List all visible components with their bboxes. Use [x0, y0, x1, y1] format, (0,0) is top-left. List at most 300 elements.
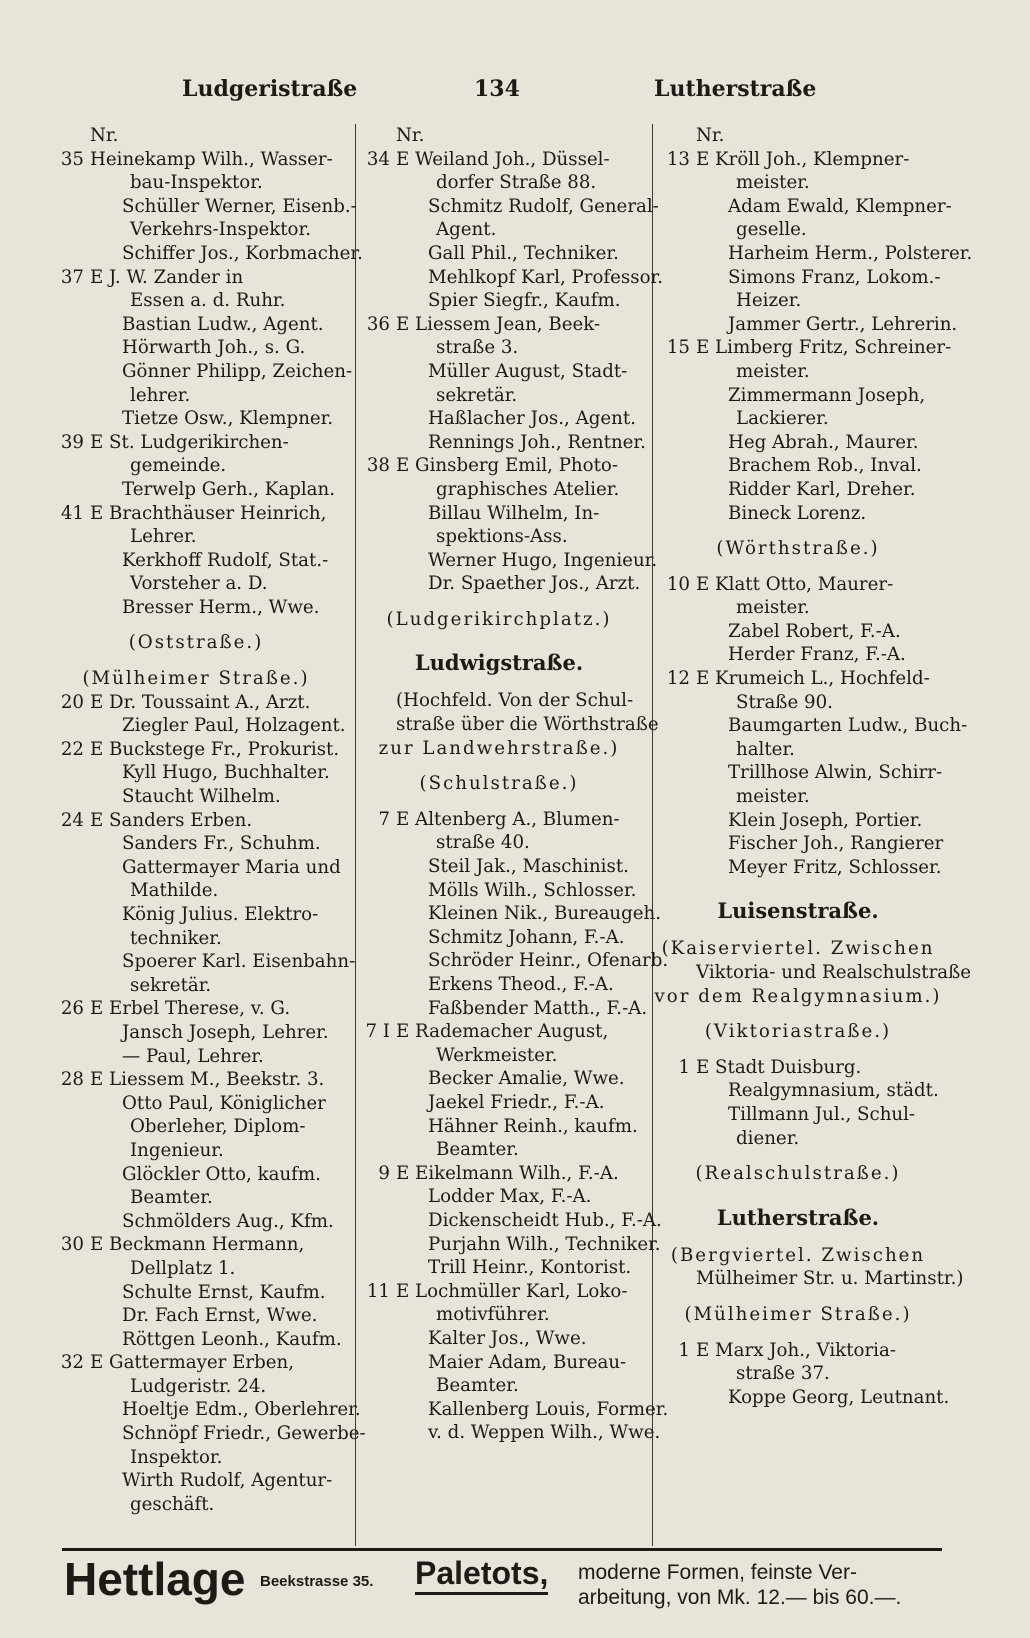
- house-number: [46, 1281, 90, 1305]
- house-number: 37: [60, 266, 84, 288]
- house-number: [46, 1422, 90, 1446]
- directory-entry: [652, 691, 944, 715]
- directory-entry: [46, 1139, 346, 1163]
- directory-entry: [352, 218, 646, 242]
- house-number: [652, 691, 696, 715]
- directory-entry: [352, 902, 662, 926]
- directory-entry: [352, 1421, 661, 1445]
- house-number: 35: [60, 148, 84, 170]
- entry-text: Vorsteher a. D.: [130, 573, 268, 595]
- directory-entry: [46, 431, 346, 455]
- house-number: [352, 1115, 396, 1139]
- entry-text: E Buckstege Fr., Prokurist.: [90, 738, 340, 760]
- house-number: [652, 832, 696, 856]
- directory-entry: [46, 1210, 346, 1234]
- house-number: [46, 1257, 90, 1281]
- house-number: [46, 856, 90, 880]
- entry-text: Schmölders Aug., Kfm.: [122, 1210, 334, 1232]
- house-number: [46, 761, 90, 785]
- directory-entry: [46, 1422, 366, 1446]
- house-number: [46, 384, 90, 408]
- entry-text: Werkmeister.: [436, 1044, 558, 1066]
- directory-entry: [352, 1327, 646, 1351]
- entry-text: E Sanders Erben.: [90, 809, 253, 831]
- house-number: [352, 360, 396, 384]
- spacer: [352, 631, 646, 643]
- entry-text: Adam Ewald, Klempner-: [728, 195, 952, 217]
- directory-entry: [46, 1328, 346, 1352]
- house-number: 10: [666, 573, 690, 595]
- house-number: 7 I: [365, 1021, 390, 1043]
- directory-entry: [46, 785, 346, 809]
- directory-entry: [652, 856, 944, 880]
- entry-text: meister.: [736, 172, 810, 194]
- directory-entry: [46, 1045, 346, 1069]
- entry-text: E Kröll Joh., Klempner-: [696, 148, 910, 170]
- directory-entry: [352, 689, 646, 713]
- house-number: [652, 407, 696, 431]
- entry-text: Oberleher, Diplom-: [130, 1116, 306, 1138]
- house-number: [46, 1493, 90, 1517]
- house-number: 7: [378, 808, 390, 830]
- house-number: [652, 454, 696, 478]
- house-number: [652, 1103, 696, 1127]
- entry-text: Tietze Osw., Klempner.: [122, 408, 334, 430]
- entry-text: Nr.: [90, 125, 119, 146]
- entry-text: E Klatt Otto, Maurer-: [696, 573, 894, 595]
- directory-entry: [352, 1020, 646, 1044]
- house-number: 30: [60, 1234, 84, 1256]
- footer-rule: [62, 1548, 942, 1551]
- street-title: [352, 651, 646, 677]
- spacer: [652, 1186, 944, 1198]
- house-number: [352, 242, 396, 266]
- house-number: [652, 785, 696, 809]
- entry-text: motivführer.: [436, 1304, 550, 1326]
- directory-entry: [352, 949, 669, 973]
- house-number: [352, 1209, 396, 1233]
- house-number: [652, 1079, 696, 1103]
- entry-text: Inspektor.: [130, 1446, 223, 1468]
- directory-entry: [46, 360, 353, 384]
- entry-text: Klein Joseph, Portier.: [728, 809, 923, 831]
- house-number: [46, 218, 90, 242]
- cross-street: [652, 1162, 944, 1186]
- directory-entry: [352, 313, 646, 337]
- entry-text: Mölls Wilh., Schlosser.: [428, 879, 637, 901]
- house-number: [352, 1138, 396, 1162]
- entry-text: Staucht Wilhelm.: [122, 786, 281, 808]
- directory-entry: [46, 1446, 346, 1470]
- directory-entry: [352, 997, 646, 1021]
- directory-entry: [352, 879, 646, 903]
- directory-entry: [46, 1375, 346, 1399]
- house-number: [352, 949, 396, 973]
- directory-entry: [46, 572, 346, 596]
- entry-text: sekretär.: [436, 384, 518, 406]
- entry-text: E Stadt Duisburg.: [696, 1056, 862, 1078]
- house-number: [352, 289, 396, 313]
- entry-text: Dr. Spaether Jos., Arzt.: [428, 573, 641, 595]
- house-number: [652, 266, 696, 290]
- house-number: [652, 620, 696, 644]
- directory-entry: [46, 856, 346, 880]
- house-number: [46, 1469, 90, 1493]
- directory-entry: [352, 808, 646, 832]
- directory-entry: [652, 218, 944, 242]
- entry-text: Ludgeristr. 24.: [130, 1375, 267, 1397]
- entry-text: meister.: [736, 360, 810, 382]
- directory-entry: [652, 1103, 944, 1127]
- entry-text: (Viktoriastraße.): [704, 1021, 892, 1043]
- house-number: [652, 384, 696, 408]
- directory-entry: [352, 1303, 646, 1327]
- house-number: [46, 903, 90, 927]
- entry-text: Mathilde.: [130, 880, 219, 902]
- entry-text: E Eikelmann Wilh., F.-A.: [396, 1162, 619, 1184]
- directory-entry: [352, 454, 646, 478]
- entry-text: E St. Ludgerikirchen-: [90, 431, 289, 453]
- house-number: [652, 596, 696, 620]
- directory-entry: [652, 289, 944, 313]
- entry-text: Kleinen Nik., Bureaugeh.: [428, 903, 662, 925]
- house-number: [46, 927, 90, 951]
- directory-entry: [46, 761, 346, 785]
- entry-text: straße 3.: [436, 337, 519, 359]
- directory-entry: [352, 478, 646, 502]
- directory-entry: [46, 454, 346, 478]
- house-number: [352, 1421, 396, 1445]
- directory-entry: [352, 1256, 646, 1280]
- directory-entry: [652, 148, 944, 172]
- directory-entry: [46, 313, 346, 337]
- entry-text: Lutherstraße.: [716, 1204, 880, 1230]
- entry-text: E Lochmüller Karl, Loko-: [396, 1280, 628, 1302]
- directory-entry: [652, 596, 944, 620]
- entry-text: Schröder Heinr., Ofenarb.: [428, 950, 669, 972]
- entry-text: Kalter Jos., Wwe.: [428, 1327, 587, 1349]
- house-number: [46, 171, 90, 195]
- house-number: [46, 1398, 90, 1422]
- house-number: 9: [378, 1162, 390, 1184]
- spacer: [652, 1044, 944, 1056]
- entry-text: Essen a. d. Ruhr.: [130, 290, 286, 312]
- entry-text: Lodder Max, F.-A.: [428, 1186, 592, 1208]
- entry-text: — Paul, Lehrer.: [122, 1045, 264, 1067]
- entry-text: Kerkhoff Rudolf, Stat.-: [122, 549, 329, 571]
- directory-entry: [352, 572, 646, 596]
- entry-text: Spier Siegfr., Kaufm.: [428, 290, 621, 312]
- entry-text: Beamter.: [436, 1375, 519, 1397]
- house-number: [352, 1374, 396, 1398]
- cross-street: [46, 631, 346, 655]
- directory-entry: [46, 1398, 361, 1422]
- house-number: [46, 360, 90, 384]
- directory-entry: [352, 407, 646, 431]
- house-number: [652, 1386, 696, 1410]
- entry-text: Schüller Werner, Eisenb.-: [122, 195, 357, 217]
- entry-text: Schnöpf Friedr., Gewerbe-: [122, 1423, 366, 1445]
- entry-text: Terwelp Gerh., Kaplan.: [122, 478, 336, 500]
- house-number: [352, 1327, 396, 1351]
- entry-text: Mülheimer Str. u. Martinstr.): [696, 1268, 964, 1290]
- house-number: [46, 1092, 90, 1116]
- house-number: [652, 478, 696, 502]
- header-left-street: Ludgeristraße: [182, 76, 358, 102]
- directory-entry: [352, 1044, 646, 1068]
- entry-text: Luisenstraße.: [717, 898, 879, 924]
- directory-entry: [352, 195, 659, 219]
- spacer: [352, 796, 646, 808]
- entry-text: E Marx Joh., Viktoria-: [696, 1339, 896, 1361]
- entry-text: Jammer Gertr., Lehrerin.: [728, 313, 958, 335]
- entry-text: Faßbender Matth., F.-A.: [428, 997, 648, 1019]
- directory-entry: [652, 785, 944, 809]
- entry-text: Erkens Theod., F.-A.: [428, 974, 614, 995]
- directory-entry: [652, 761, 944, 785]
- house-number: [652, 431, 696, 455]
- entry-text: Bresser Herm., Wwe.: [122, 596, 320, 618]
- house-number: [352, 336, 396, 360]
- directory-entry: [352, 502, 646, 526]
- house-number: [352, 384, 396, 408]
- ad-text-line: arbeitung, von Mk. 12.— bis 60.—.: [578, 1586, 902, 1609]
- entry-text: Meyer Fritz, Schlosser.: [728, 856, 942, 878]
- house-number: [352, 1067, 396, 1091]
- entry-text: Jaekel Friedr., F.-A.: [428, 1091, 605, 1113]
- entry-text: Nr.: [696, 125, 725, 146]
- entry-text: diener.: [736, 1127, 800, 1149]
- entry-text: Beamter.: [130, 1187, 213, 1209]
- directory-entry: [46, 950, 356, 974]
- directory-entry: [46, 927, 346, 951]
- entry-text: (Schulstraße.): [419, 773, 579, 795]
- house-number: [352, 502, 396, 526]
- directory-entry: [652, 667, 944, 691]
- spacer: [352, 760, 646, 772]
- entry-text: (Realschulstraße.): [695, 1163, 901, 1185]
- directory-entry: [352, 713, 659, 737]
- entry-text: E Ginsberg Emil, Photo-: [396, 455, 618, 477]
- directory-entry: [352, 973, 646, 997]
- entry-text: (Wörthstraße.): [716, 538, 880, 560]
- entry-text: Bineck Lorenz.: [728, 502, 867, 524]
- house-number: [352, 478, 396, 502]
- entry-text: bau-Inspektor.: [130, 172, 263, 194]
- directory-entry: [46, 596, 346, 620]
- house-number: [46, 572, 90, 596]
- entry-text: meister.: [736, 597, 810, 619]
- entry-text: Lehrer.: [130, 526, 197, 548]
- spacer: [352, 677, 646, 689]
- entry-text: E Rademacher August,: [396, 1021, 609, 1043]
- house-number: 1: [678, 1056, 690, 1078]
- entry-text: König Julius. Elektro-: [122, 904, 319, 925]
- entry-text: techniker.: [130, 927, 222, 949]
- entry-text: Brachem Rob., Inval.: [728, 455, 922, 477]
- entry-text: Heg Abrah., Maurer.: [728, 431, 919, 453]
- entry-text: Heizer.: [736, 290, 802, 312]
- house-number: [652, 289, 696, 313]
- directory-entry: [352, 384, 646, 408]
- house-number: [352, 1233, 396, 1257]
- house-number: [46, 1446, 90, 1470]
- entry-text: Trillhose Alwin, Schirr-: [728, 762, 943, 784]
- entry-text: Trill Heinr., Kontorist.: [428, 1257, 632, 1279]
- house-number: [46, 549, 90, 573]
- house-number: [652, 218, 696, 242]
- entry-text: Otto Paul, Königlicher: [122, 1092, 326, 1114]
- cross-street: [46, 667, 346, 691]
- directory-entry: [46, 549, 346, 573]
- directory-entry: [46, 1351, 346, 1375]
- entry-text: Jansch Joseph, Lehrer.: [122, 1021, 329, 1043]
- street-title: [652, 1206, 944, 1232]
- house-number: [46, 596, 90, 620]
- house-number: [46, 1186, 90, 1210]
- house-number: [652, 714, 696, 738]
- directory-entry: [652, 195, 952, 219]
- house-number: [46, 974, 90, 998]
- entry-text: straße über die Wörthstraße: [396, 714, 659, 736]
- entry-text: Agent.: [436, 219, 497, 241]
- directory-entry: [652, 478, 944, 502]
- spacer: [652, 525, 944, 537]
- directory-entry: [352, 431, 646, 455]
- house-number: [352, 855, 396, 879]
- header-right-street: Lutherstraße: [654, 76, 817, 102]
- house-number: [352, 1256, 396, 1280]
- entry-text: E Dr. Toussaint A., Arzt.: [90, 691, 311, 713]
- entry-text: Glöckler Otto, kaufm.: [122, 1163, 321, 1185]
- entry-text: Haßlacher Jos., Agent.: [428, 408, 636, 430]
- directory-entry: [46, 1092, 346, 1116]
- house-number: [652, 195, 696, 219]
- directory-entry: [352, 336, 646, 360]
- directory-entry: [652, 573, 944, 597]
- directory-entry: [652, 502, 944, 526]
- house-number: [652, 1127, 696, 1151]
- directory-entry: [652, 171, 944, 195]
- directory-entry: [46, 1115, 346, 1139]
- house-number: [46, 879, 90, 903]
- directory-entry: [652, 961, 972, 985]
- directory-entry: [352, 289, 646, 313]
- house-number: 28: [60, 1069, 84, 1091]
- entry-text: Fischer Joh., Rangierer: [728, 833, 944, 855]
- spacer: [652, 561, 944, 573]
- entry-text: Koppe Georg, Leutnant.: [728, 1386, 950, 1408]
- entry-text: meister.: [736, 786, 810, 808]
- house-number: 39: [60, 431, 84, 453]
- house-number: [46, 1210, 90, 1234]
- entry-text: halter.: [736, 738, 795, 760]
- directory-entry: [46, 809, 346, 833]
- directory-entry: [46, 997, 346, 1021]
- entry-text: Viktoria- und Realschulstraße: [696, 962, 972, 983]
- directory-entry: [352, 242, 646, 266]
- house-number: [46, 832, 90, 856]
- directory-entry: [652, 407, 944, 431]
- cross-street: [652, 1020, 944, 1044]
- column-3: [652, 124, 973, 1409]
- directory-entry: [352, 124, 646, 148]
- spacer: [46, 619, 346, 631]
- entry-text: Werner Hugo, Ingenieur.: [428, 549, 658, 571]
- entry-text: Becker Amalie, Wwe.: [428, 1068, 625, 1090]
- directory-entry: [352, 1209, 662, 1233]
- directory-entry: [352, 1233, 661, 1257]
- entry-text: Schulte Ernst, Kaufm.: [122, 1281, 326, 1303]
- spacer: [652, 1291, 944, 1303]
- directory-entry: [46, 1233, 346, 1257]
- house-number: [46, 242, 90, 266]
- directory-entry: [652, 242, 973, 266]
- entry-text: (Mülheimer Straße.): [684, 1303, 912, 1325]
- house-number: [352, 266, 396, 290]
- entry-text: graphisches Atelier.: [436, 478, 620, 500]
- entry-text: Beamter.: [436, 1139, 519, 1161]
- entry-text: E Gattermayer Erben,: [90, 1352, 294, 1374]
- house-number: [652, 171, 696, 195]
- entry-text: E Erbel Therese, v. G.: [90, 998, 291, 1020]
- house-number: [46, 1328, 90, 1352]
- entry-text: Müller August, Stadt-: [428, 360, 628, 382]
- entry-text: (Oststraße.): [128, 632, 264, 654]
- directory-entry: [652, 1079, 944, 1103]
- house-number: [352, 1303, 396, 1327]
- entry-text: Straße 90.: [736, 691, 833, 713]
- house-number: [46, 1163, 90, 1187]
- directory-entry: [352, 525, 646, 549]
- directory-entry: [352, 831, 646, 855]
- house-number: [352, 431, 396, 455]
- house-number: [46, 1115, 90, 1139]
- entry-text: spektions-Ass.: [436, 526, 568, 548]
- house-number: 24: [60, 809, 84, 831]
- directory-entry: [652, 1386, 950, 1410]
- directory-entry: [46, 1281, 346, 1305]
- entry-text: Ingenieur.: [130, 1139, 224, 1161]
- house-number: [46, 785, 90, 809]
- directory-entry: [352, 855, 646, 879]
- house-number: 1: [678, 1339, 690, 1361]
- directory-entry: [652, 620, 944, 644]
- house-number: [46, 714, 90, 738]
- house-number: [46, 289, 90, 313]
- house-number: 26: [60, 998, 84, 1020]
- directory-entry: [652, 313, 958, 337]
- entry-text: Wirth Rudolf, Agentur-: [122, 1470, 333, 1492]
- directory-entry: [46, 502, 346, 526]
- directory-entry: [352, 1351, 646, 1375]
- entry-text: Tillmann Jul., Schul-: [728, 1103, 916, 1125]
- directory-entry: [652, 643, 944, 667]
- directory-entry: [46, 478, 346, 502]
- entry-text: Ludwigstraße.: [414, 650, 584, 676]
- directory-entry: [652, 1056, 944, 1080]
- directory-entry: [46, 879, 346, 903]
- directory-entry: [352, 148, 646, 172]
- spacer: [652, 1232, 944, 1244]
- directory-entry: [652, 124, 944, 148]
- entry-text: straße 40.: [436, 832, 530, 854]
- directory-entry: [352, 1115, 646, 1139]
- entry-text: (Kaiserviertel. Zwischen: [661, 938, 935, 960]
- column-1: [46, 124, 366, 1516]
- directory-entry: [652, 266, 944, 290]
- entry-text: Gönner Philipp, Zeichen-: [122, 360, 353, 382]
